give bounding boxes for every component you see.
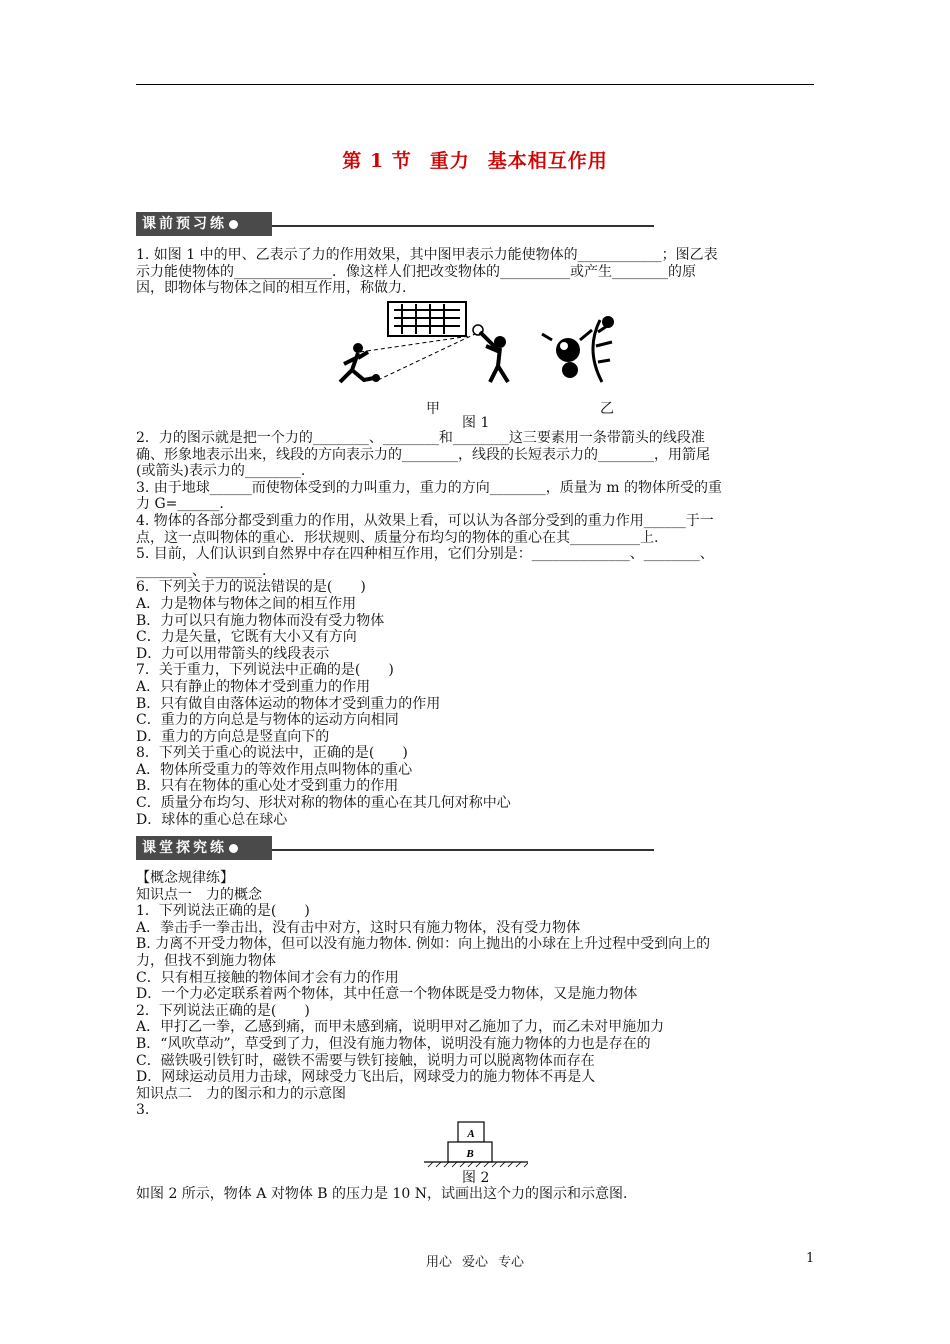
bear-face: [560, 342, 568, 350]
text-line: 6．下列关于力的说法错误的是( ): [136, 579, 366, 596]
text-line: C．只有相互接触的物体间才会有力的作用: [136, 969, 399, 986]
page-number: 1: [806, 1251, 815, 1266]
text-line: C．磁铁吸引铁钉时，磁铁不需要与铁钉接触，说明力可以脱离物体而存在: [136, 1052, 595, 1069]
classroom-questions: [136, 870, 816, 1119]
page-title: [0, 146, 950, 173]
block-a-label: A: [467, 1128, 475, 1140]
figure-2-blocks: [424, 1120, 528, 1168]
text-line: D．网球运动员用力击球，网球受力飞出后，网球受力的施力物体不再是人: [136, 1069, 596, 1086]
text-line: 【概念规律练】: [136, 870, 234, 886]
text-line: ________、________.: [136, 562, 267, 579]
text-line: 知识点一 力的概念: [136, 886, 262, 903]
bullet-dot-icon: [229, 220, 238, 229]
text-line: 7．关于重力，下列说法中正确的是( ): [136, 662, 394, 679]
title-subtopic: 基本相互作用: [487, 150, 608, 172]
bullet-dot-icon: [229, 844, 238, 853]
text-line: D．重力的方向总是竖直向下的: [136, 728, 330, 745]
text-line: 力 G=______.: [136, 496, 224, 513]
text-line: 因，即物体与物体之间的相互作用，称做力.: [136, 280, 407, 297]
text-line: B．只有做自由落体运动的物体才受到重力的作用: [136, 695, 441, 712]
kicker-head: [353, 343, 363, 353]
text-line: C．力是矢量，它既有大小又有方向: [136, 629, 357, 646]
text-line: 确、形象地表示出来，线段的方向表示力的________，线段的长短表示力的________，用箭尾: [136, 446, 710, 463]
text-line: B．“风吹草动”，草受到了力，但没有施力物体，说明没有施力物体的力也是存在的: [136, 1035, 651, 1052]
footer-motto-3: 专心: [498, 1255, 525, 1270]
block-b-label: B: [466, 1148, 474, 1160]
text-line: C．质量分布均匀、形状对称的物体的重心在其几何对称中心: [136, 795, 511, 812]
text-line: D．球体的重心总在球心: [136, 811, 288, 828]
bear-lower: [562, 362, 578, 378]
text-line: 示力能使物体的______________．像这样人们把改变物体的__________或产生________的原: [136, 263, 696, 280]
deflected-ball: [473, 325, 483, 335]
title-topic: 重力: [429, 150, 470, 172]
text-line: 点，这一点叫物体的重心．形状规则、质量分布均匀的物体的重心在其__________上.: [136, 529, 659, 546]
questions-2-to-8: [136, 430, 816, 828]
text-line: 1. 如图 1 中的甲、乙表示了力的作用效果，其中图甲表示力能使物体的____________；图乙表: [136, 247, 718, 263]
section-banner-label: 课堂探究练: [136, 836, 272, 860]
text-line: 2．下列说法正确的是( ): [136, 1002, 310, 1019]
section-banner-rule: [272, 849, 654, 851]
text-line: 2．力的图示就是把一个力的________、________和________这三要素用一条带箭头的线段准: [136, 430, 705, 446]
footer-motto-2: 爱心: [461, 1255, 488, 1270]
kicker-body: [340, 352, 374, 382]
text-line: B. 力离不开受力物体，但可以没有施力物体. 例如：向上抛出的小球在上升过程中受到向上的: [136, 936, 711, 953]
figure-2-caption: 图 2: [462, 1170, 490, 1186]
text-line: 知识点二 力的图示和力的示意图: [136, 1085, 346, 1102]
text-line: D．力可以用带箭头的线段表示: [136, 645, 330, 662]
text-line: B．只有在物体的重心处才受到重力的作用: [136, 778, 399, 795]
text-line: 如图 2 所示，物体 A 对物体 B 的压力是 10 N，试画出这个力的图示和示意图.: [136, 1186, 628, 1202]
tree-leaves: [602, 316, 614, 328]
text-line: 4. 物体的各部分都受到重力的作用，从效果上看，可以认为各部分受到的重力作用______于一: [136, 512, 714, 529]
footer-motto-1: 用心: [425, 1255, 452, 1270]
bear-body: [556, 338, 580, 362]
text-line: A．拳击手一拳击出，没有击中对方，这时只有施力物体，没有受力物体: [136, 919, 581, 936]
text-line: (或箭头)表示力的________.: [136, 463, 306, 480]
text-line: B．力可以只有施力物体而没有受力物体: [136, 612, 385, 629]
text-line: 3. 由于地球______而使物体受到的力叫重力，重力的方向________，质量为 m 的物体所受的重: [136, 479, 722, 496]
text-line: A．甲打乙一拳，乙感到痛，而甲未感到痛，说明甲对乙施加了力，而乙未对甲施加力: [136, 1019, 665, 1036]
tree-branch: [593, 320, 612, 382]
question-1-text: [136, 247, 816, 297]
figure-1-label-yi: 乙: [600, 401, 614, 417]
text-line: 1．下列说法正确的是( ): [136, 903, 310, 920]
figure-1-illustration: [330, 300, 630, 400]
text-line: C．重力的方向总是与物体的运动方向相同: [136, 712, 399, 729]
section-banner-label: 课前预习练: [136, 212, 272, 236]
ball-path-lower: [378, 334, 475, 380]
text-line: A．只有静止的物体才受到重力的作用: [136, 678, 371, 695]
text-line: 5. 目前，人们认识到自然界中存在四种相互作用，它们分别是：______________、________、: [136, 546, 714, 563]
text-line: D．一个力必定联系着两个物体，其中任意一个物体既是受力物体，又是施力物体: [136, 986, 638, 1003]
text-line: A．力是物体与物体之间的相互作用: [136, 595, 357, 612]
section-banner-rule: [272, 225, 654, 227]
figure-1-caption: 图 1: [462, 415, 490, 431]
figure-1-label-jia: 甲: [426, 401, 440, 417]
text-line: A．物体所受重力的等效作用点叫物体的重心: [136, 761, 413, 778]
text-line: 力，但找不到施力物体: [136, 952, 276, 969]
text-line: 8．下列关于重心的说法中，正确的是( ): [136, 745, 408, 762]
text-line: 3.: [136, 1102, 150, 1119]
title-section-number: 第 1 节: [342, 150, 412, 172]
header-rule: [136, 84, 814, 85]
ball: [372, 374, 380, 382]
ball-path-upper: [360, 336, 470, 352]
question-3-prompt: [136, 1186, 816, 1203]
